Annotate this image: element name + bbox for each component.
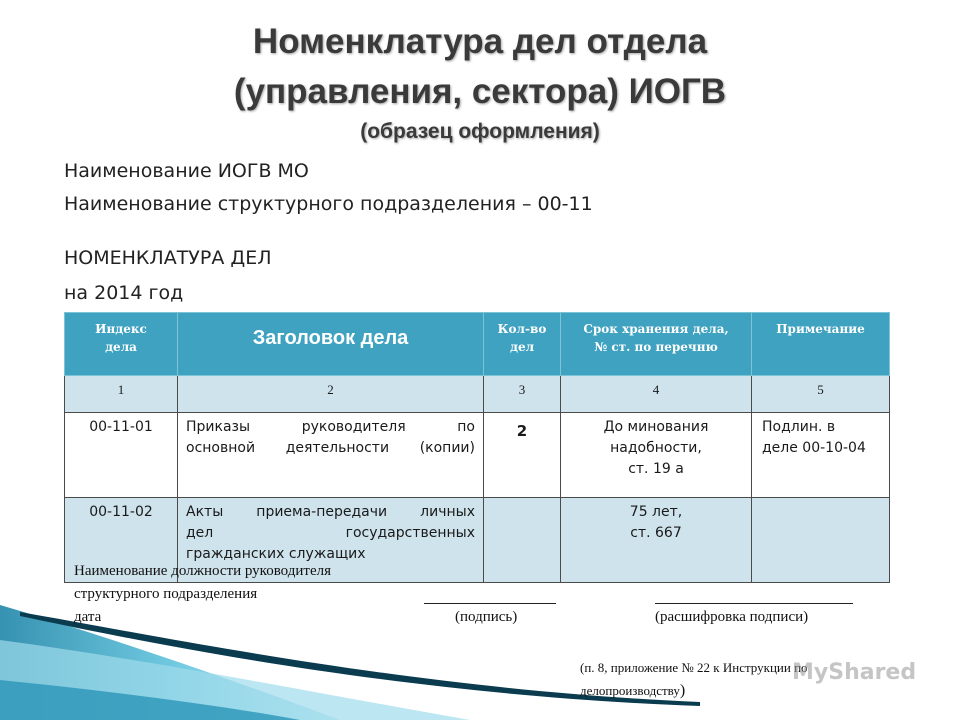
row-count: 2 [484, 413, 561, 498]
column-number-row [65, 376, 890, 413]
row-note: Подлин. в деле 00-10-04 [752, 413, 890, 498]
page-title-line-2: (управления, сектора) ИОГВ [233, 72, 727, 111]
signature-caption: (подпись) [455, 609, 518, 625]
watermark-logo: MyShared [792, 660, 917, 685]
row-title: Акты приема-передачи личных дел государственных гражданских служащих [178, 498, 484, 583]
row-term: 75 лет, ст. 667 [561, 498, 752, 583]
nomenclature-table [64, 312, 890, 583]
date-label: дата [74, 609, 102, 625]
page-title-line-1: Номенклатура дел отдела [252, 22, 708, 61]
position-label-line-2: структурного подразделения [74, 586, 258, 602]
table-row [65, 413, 890, 498]
row-note [752, 498, 890, 583]
iogv-name: Наименование ИОГВ МО [64, 160, 309, 182]
row-term: До минования надобности, ст. 19 а [561, 413, 752, 498]
nomenclature-year: на 2014 год [64, 282, 184, 304]
signature-line [424, 603, 556, 604]
footnote-line-2: делопроизводству) [580, 682, 686, 699]
row-index: 00-11-01 [65, 413, 178, 498]
footnote-line-1: (п. 8, приложение № 22 к Инструкции по [580, 660, 808, 675]
header-index: Индекс дела [65, 313, 178, 376]
column-number: 3 [484, 376, 561, 413]
header-term: Срок хранения дела, № ст. по перечню [561, 313, 752, 376]
page-subtitle: (образец оформления) [360, 120, 600, 143]
decoding-line [655, 603, 853, 604]
table-header-row [65, 313, 890, 376]
header-count: Кол-во дел [484, 313, 561, 376]
nomenclature-heading: НОМЕНКЛАТУРА ДЕЛ [64, 247, 272, 269]
row-count [484, 498, 561, 583]
unit-name: Наименование структурного подразделения – 00-11 [64, 193, 593, 215]
column-number: 1 [65, 376, 178, 413]
row-title: Приказы руководителя по основной деятельности (копии) [178, 413, 484, 498]
column-number: 4 [561, 376, 752, 413]
column-number: 2 [178, 376, 484, 413]
column-number: 5 [752, 376, 890, 413]
decoding-caption: (расшифровка подписи) [655, 609, 809, 625]
position-label-line-1: Наименование должности руководителя [74, 563, 332, 579]
row-index: 00-11-02 [65, 498, 178, 583]
header-title: Заголовок дела [178, 313, 484, 376]
header-note: Примечание [752, 313, 890, 376]
